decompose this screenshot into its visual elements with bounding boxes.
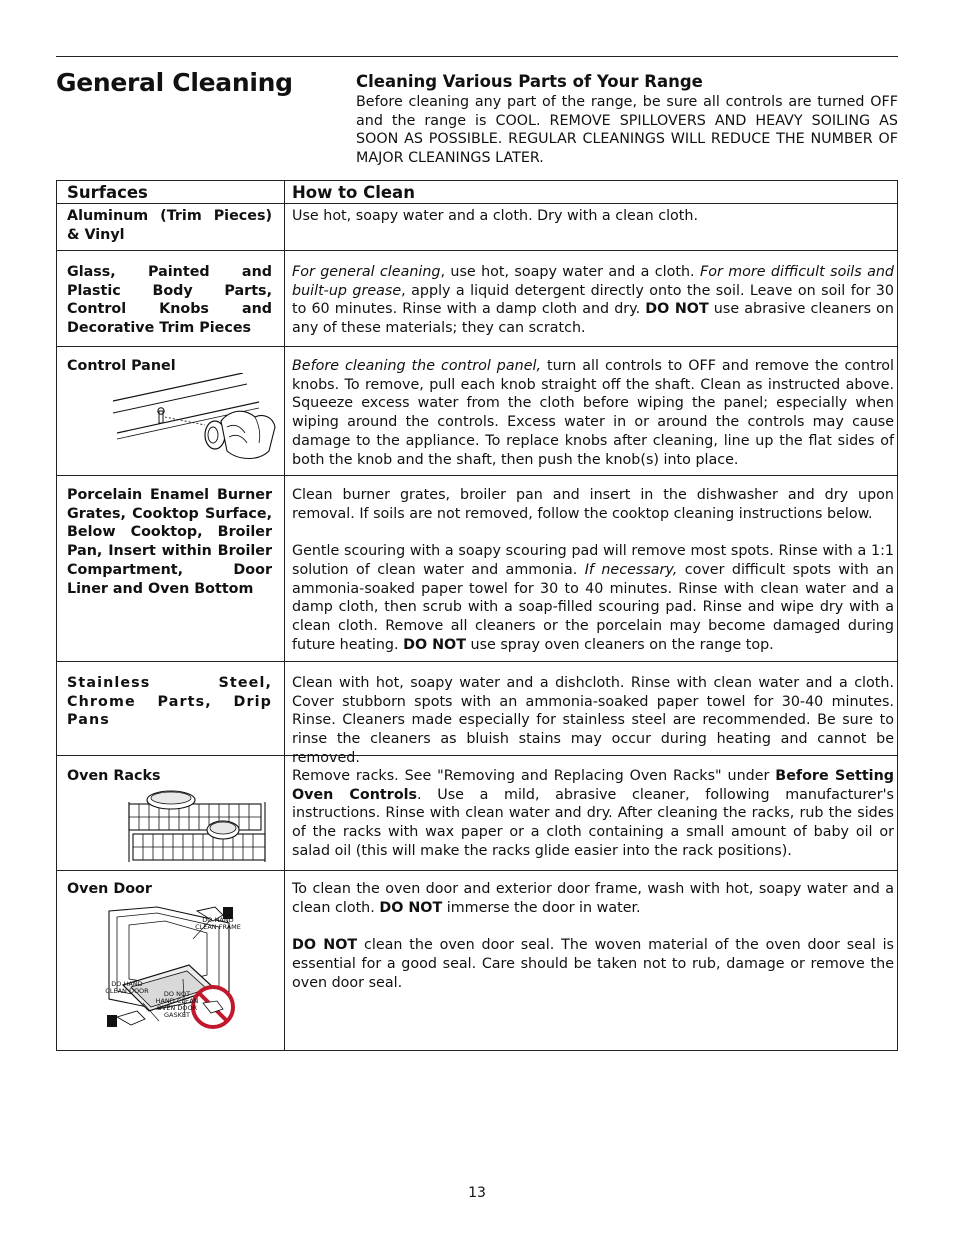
row-divider [57, 203, 897, 204]
surface-control-panel: Control Panel [67, 358, 176, 374]
surface-oven-racks: Oven Racks [67, 768, 161, 784]
label-gasket: DO NOT HAND CLEAN OVEN DOOR GASKET [155, 990, 199, 1019]
header-how-to-clean: How to Clean [292, 183, 415, 202]
how-glass-painted-plastic [292, 263, 894, 338]
oven-door-illustration [103, 905, 253, 1035]
how-text: Before cleaning the control panel, turn all controls to OFF and remove the control knobs. To remove, pull each knob straight off the shaft. Clean as instructed above. Squeeze excess water from the cloth before wiping the panel; especially when wiping around the controls. Excess water in or around the controls may cause damage to the appliance. To replace knobs after cleaning, line up the flat sides of both the knob and the shaft, then push the knob(s) into place. [292, 358, 894, 468]
how-text: Gentle scouring with a soapy scouring pad will remove most spots. Rinse with a 1:1 solution of clean water and ammonia. If necessary, cover difficult spots with an ammonia-soaked paper towel for 30 to 40 minutes. Rinse with clean water and a damp cloth, then scrub with a soap-filled scouring pad. Rinse and wipe dry with a clean cloth. Remove all cleaners or the porcelain may become damaged during future heating. DO NOT use spray oven cleaners on the range top. [292, 543, 894, 653]
how-text: Clean with hot, soapy water and a dishcloth. Rinse with clean water and a cloth. Cover stubborn spots with an ammonia-soaked paper towel for 30-40 minutes. Rinse. Cleaners made especially for stainless steel are recommended. Be sure to rinse the cleaners as bluish stains may occur during heating and cannot be removed. [292, 675, 894, 766]
top-rule [56, 56, 898, 57]
how-oven-racks [292, 767, 894, 861]
how-text: For general cleaning, use hot, soapy water and a cloth. For more difficult soils and built-up grease, apply a liquid detergent directly onto the soil. Leave on soil for 30 to 60 minutes. Rinse with a damp cloth and dry. DO NOT use abrasive cleaners on any of these materials; they can scratch. [292, 264, 894, 337]
surface-oven-door: Oven Door [67, 881, 152, 897]
how-control-panel [292, 357, 894, 469]
how-stainless-steel [292, 674, 894, 768]
intro-section [356, 72, 898, 168]
surface-porcelain-enamel: Porcelain Enamel Burner Grates, Cooktop Surface, Below Cooktop, Broiler Pan, Insert within Broiler Compartment, Door Liner and Oven Bottom [67, 487, 272, 597]
header-surfaces: Surfaces [67, 183, 148, 202]
page-title: General Cleaning [56, 68, 293, 97]
row-divider [57, 250, 897, 251]
how-oven-door [292, 880, 894, 992]
how-text: DO NOT clean the oven door seal. The woven material of the oven door seal is essential for a good seal. Care should be taken not to rub, damage or remove the oven door seal. [292, 937, 895, 991]
cleaning-table [56, 180, 898, 1051]
intro-heading: Cleaning Various Parts of Your Range [356, 72, 703, 91]
how-aluminum-vinyl [292, 207, 894, 226]
row-divider [57, 475, 897, 476]
intro-text: Before cleaning any part of the range, be sure all controls are turned OFF and the range is COOL. REMOVE SPILLOVERS AND HEAVY SOILING AS SOON AS POSSIBLE. REGULAR CLEANINGS WILL REDUCE THE NUMBER OF MAJOR CLEANINGS LATER. [356, 94, 898, 167]
how-porcelain-enamel [292, 486, 894, 654]
label-clean-door: DO HAND CLEAN DOOR [105, 980, 149, 995]
page-number: 13 [468, 1185, 486, 1201]
column-divider [284, 181, 285, 1050]
row-divider [57, 870, 897, 871]
how-text: Clean burner grates, broiler pan and insert in the dishwasher and dry upon removal. If soils are not removed, follow the cooktop cleaning instructions below. [292, 487, 894, 522]
surface-aluminum-vinyl: Aluminum (Trim Pieces) & Vinyl [67, 208, 272, 243]
how-text: To clean the oven door and exterior door frame, wash with hot, soapy water and a clean cloth. DO NOT immerse the door in water. [292, 881, 894, 916]
how-text: Remove racks. See "Removing and Replacing Oven Racks" under Before Setting Oven Controls. Use a mild, abrasive cleaner, following manufacturer's instructions. Rinse with clean water and dry. After cleaning the racks, rub the sides of the racks with wax paper or a cloth containing a small amount of baby oil or salad oil (this will make the racks glide easier into the rack positions). [292, 768, 894, 859]
surface-glass-painted-plastic: Glass, Painted and Plastic Body Parts, Control Knobs and Decorative Trim Pieces [67, 264, 272, 337]
surface-stainless-steel: Stainless Steel, Chrome Parts, Drip Pans [67, 675, 272, 729]
how-text: Use hot, soapy water and a cloth. Dry with a clean cloth. [292, 208, 699, 224]
row-divider [57, 661, 897, 662]
label-clean-frame: DO HAND CLEAN FRAME [195, 916, 241, 931]
control-knob-illustration [109, 373, 279, 463]
oven-racks-illustration [125, 788, 267, 864]
row-divider [57, 346, 897, 347]
